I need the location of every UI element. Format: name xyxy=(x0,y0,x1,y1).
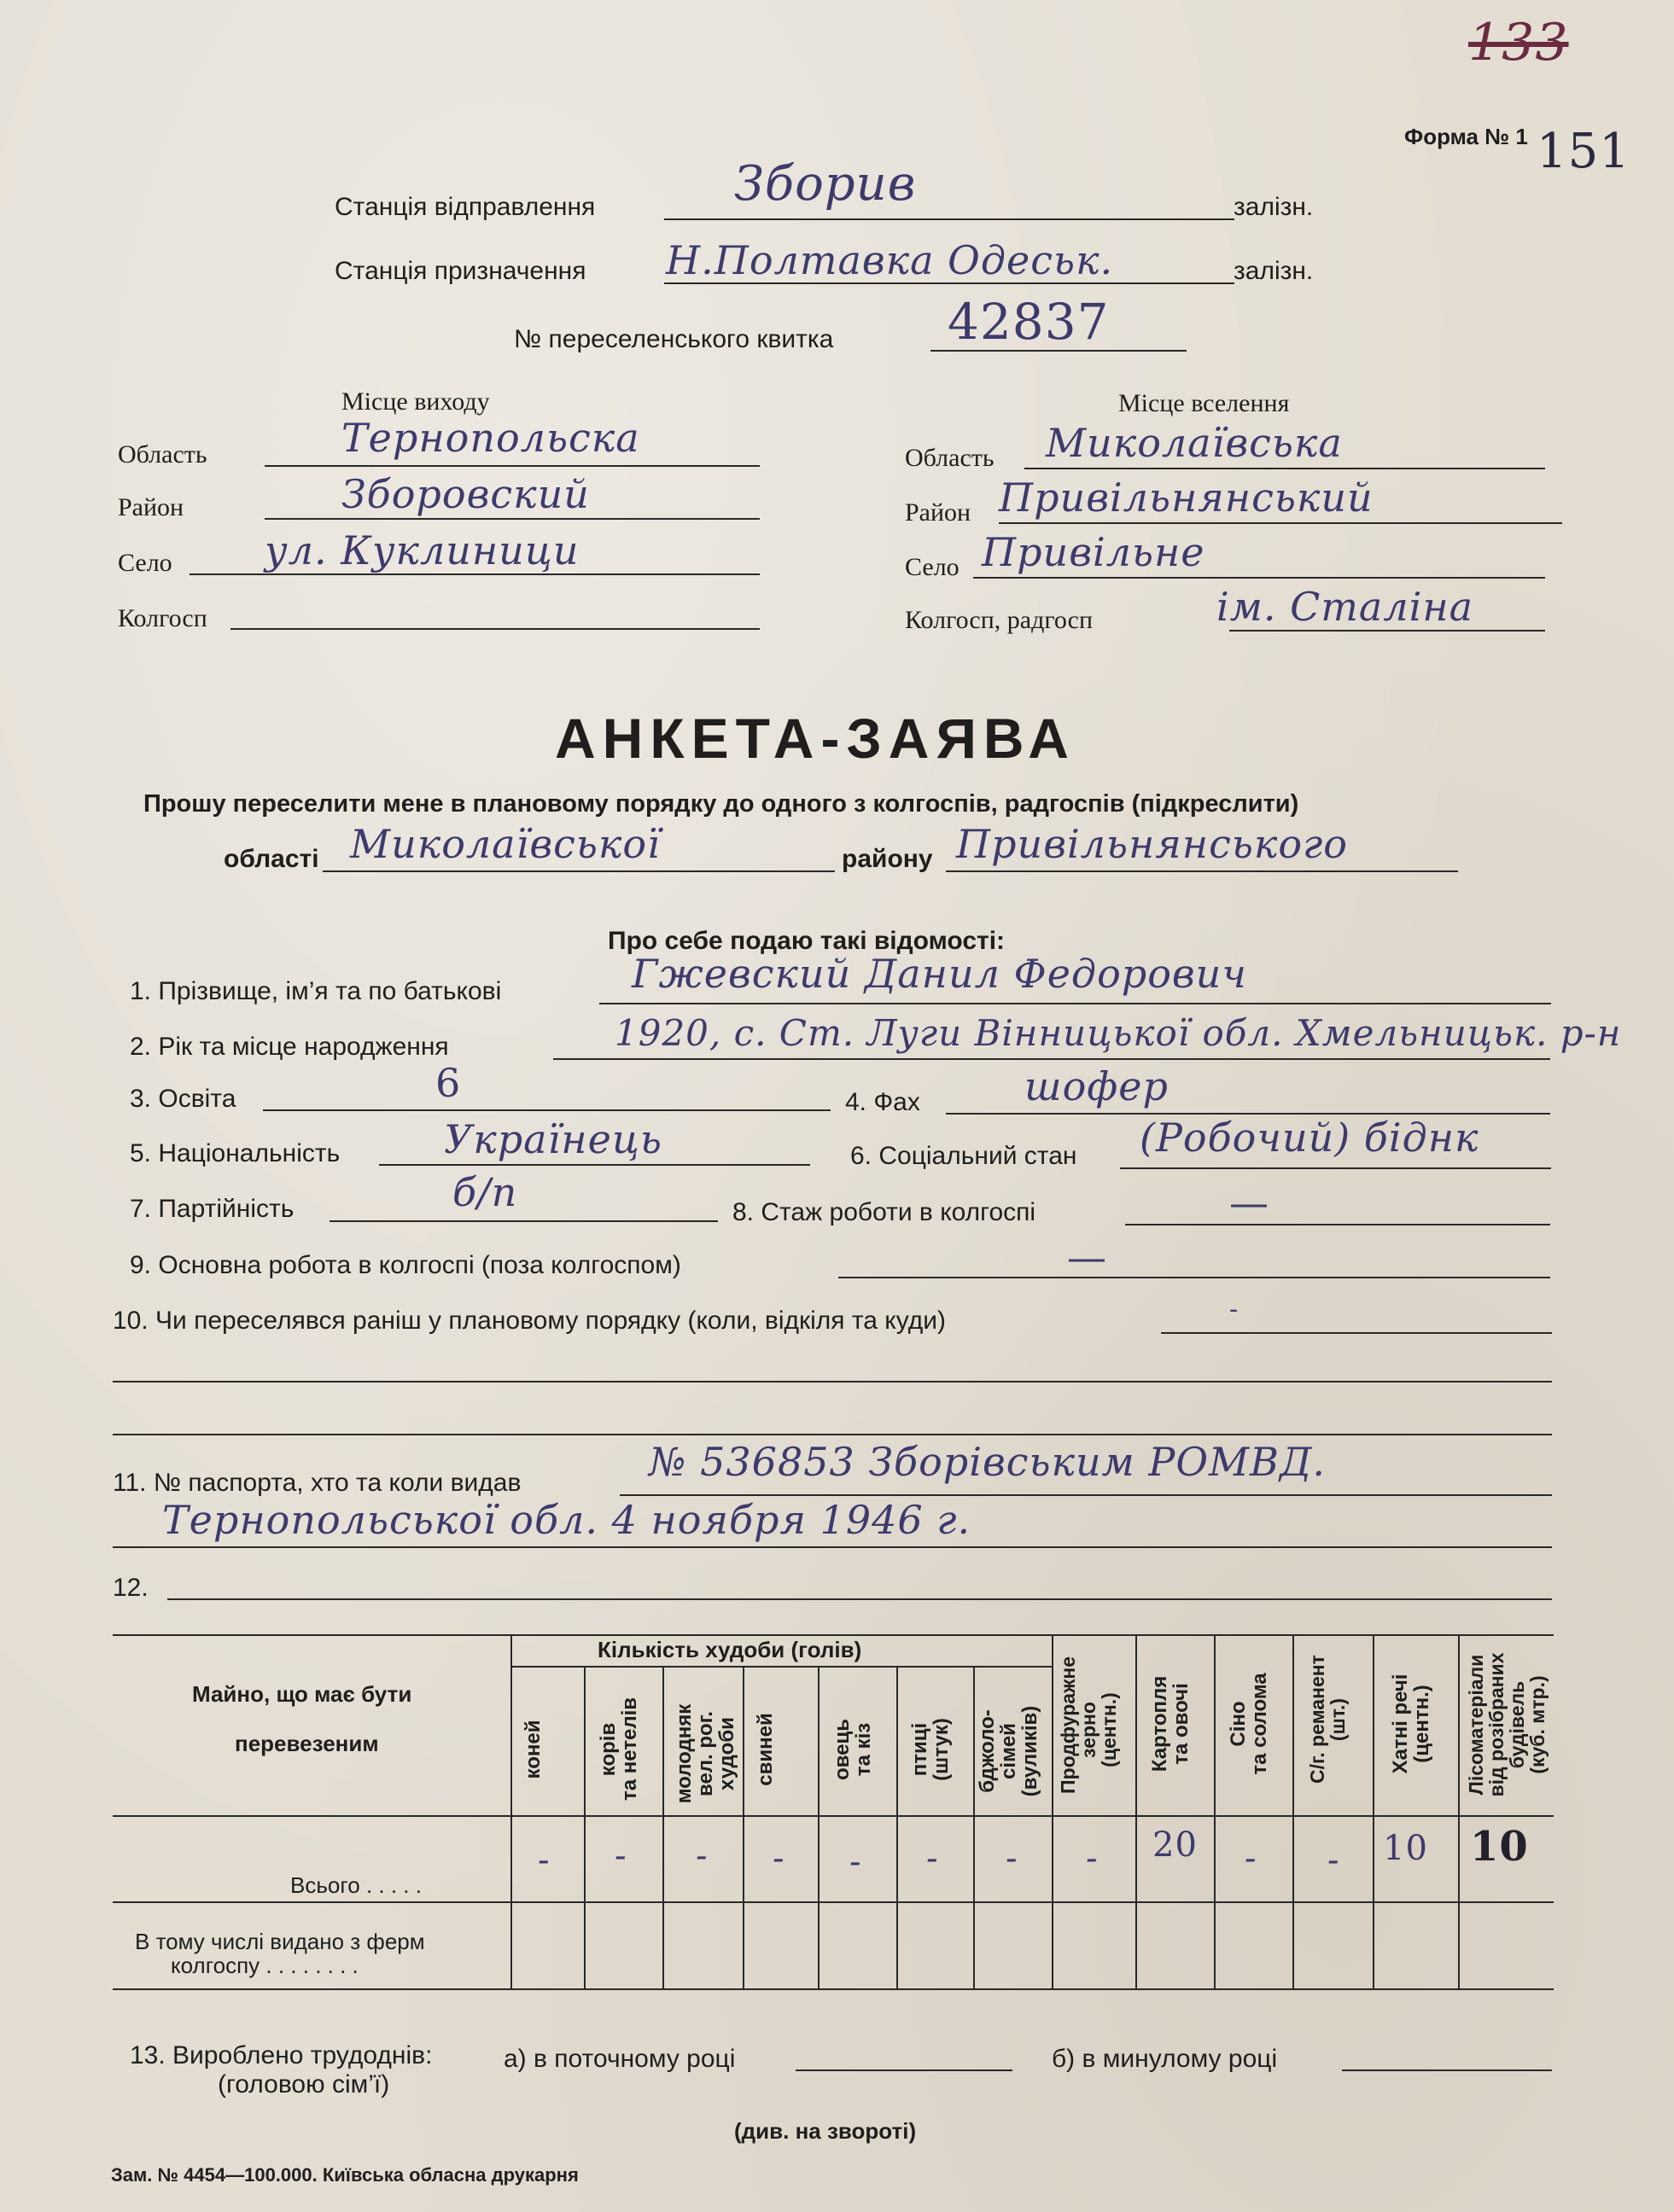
col-header-young-cattle: молодняк вел. рог. худоби xyxy=(673,1703,739,1804)
see-back-note: (див. на звороті) xyxy=(734,2118,917,2144)
field-8-value: — xyxy=(1229,1179,1269,1225)
origin-selo-line xyxy=(190,573,760,575)
field-5-label: 5. Національність xyxy=(130,1139,341,1167)
field-6-value: (Робочий) біднк xyxy=(1140,1115,1479,1161)
field-9-label: 9. Основна робота в колгоспі (поза колгоспом) xyxy=(130,1251,681,1279)
total-timber: 10 xyxy=(1470,1823,1529,1871)
destination-kolhosp-label: Колгосп, радгосп xyxy=(905,606,1094,634)
current-year-line xyxy=(796,2069,1012,2071)
field-6-label: 6. Соціальний стан xyxy=(850,1142,1077,1170)
info-intro: Про себе подаю такі відомості: xyxy=(608,927,1006,955)
field-5-line xyxy=(379,1164,810,1166)
origin-oblast-line xyxy=(265,465,760,467)
printer-info: Зам. № 4454—100.000. Київська обласна друкарня xyxy=(111,2164,579,2186)
field-5-value: Українець xyxy=(444,1116,662,1162)
field-11-value: № 536853 Зборівським РОМВД. xyxy=(649,1439,1326,1485)
field-11-label: 11. № паспорта, хто та коли видав xyxy=(113,1469,522,1497)
col-header-timber: Лісоматеріали від розібраних будівель (куб. мтр.) xyxy=(1465,1652,1549,1797)
field-1-value: Гжевский Данил Федорович xyxy=(632,951,1247,997)
field-10-line-3 xyxy=(113,1434,1552,1435)
current-year-label: а) в поточному році xyxy=(504,2045,736,2073)
field-13-label: 13. Вироблено трудоднів: xyxy=(130,2041,433,2069)
last-year-label: б) в минулому році xyxy=(1052,2045,1278,2073)
col-header-pigs: свиней xyxy=(754,1713,777,1786)
field-10-label: 10. Чи переселявся раніш у плановому порядку (коли, відкіля та куди) xyxy=(113,1307,947,1335)
field-11-line xyxy=(620,1494,1552,1496)
total-poultry: - xyxy=(926,1839,939,1878)
total-beehives: - xyxy=(1006,1839,1018,1878)
request-line: Прошу переселити мене в плановому порядку до одного з колгоспів, радгоспів (підкреслити) xyxy=(143,790,1299,818)
destination-oblast-value: Миколаївська xyxy=(1046,420,1343,466)
field-3-label: 3. Освіта xyxy=(130,1085,236,1113)
destination-selo-label: Село xyxy=(905,553,959,581)
ticket-value: 42837 xyxy=(948,293,1110,351)
col-header-beehives: бджоло- сімей (вуликів) xyxy=(976,1705,1042,1797)
destination-raion-label: Район xyxy=(905,498,971,527)
origin-raion-line xyxy=(265,518,760,520)
destination-station-value: Н.Полтавка Одеськ. xyxy=(666,237,1114,283)
request-raion-label: району xyxy=(842,845,933,873)
col-header-horses: коней xyxy=(522,1720,545,1779)
field-9-line xyxy=(838,1277,1550,1278)
field-8-label: 8. Стаж роботи в колгоспі xyxy=(732,1198,1036,1226)
field-1-line xyxy=(599,1003,1551,1004)
row-total-label: Всього . . . . . xyxy=(290,1872,422,1898)
request-raion-line xyxy=(946,870,1458,872)
departure-line xyxy=(664,218,1234,220)
origin-kolhosp-line xyxy=(230,628,760,630)
destination-kolhosp-line xyxy=(1229,630,1545,632)
railway-suffix-2: залізн. xyxy=(1234,257,1314,285)
destination-station-label: Станція призначення xyxy=(335,257,586,285)
total-pigs: - xyxy=(773,1839,785,1878)
destination-selo-line xyxy=(973,577,1545,579)
field-8-line xyxy=(1125,1224,1550,1225)
destination-oblast-line xyxy=(1024,468,1545,469)
table-property-header-2: перевезеним xyxy=(235,1731,379,1756)
form-number: Форма № 1 xyxy=(1404,124,1528,149)
total-hay: - xyxy=(1245,1839,1257,1878)
destination-raion-line xyxy=(999,522,1562,524)
col-header-poultry: птиці (штук) xyxy=(908,1718,954,1781)
field-12-label: 12. xyxy=(113,1574,149,1602)
destination-selo-value: Привільне xyxy=(982,529,1205,575)
total-sheep: - xyxy=(849,1842,862,1882)
field-7-line xyxy=(330,1220,718,1222)
origin-oblast-value: Тернопольска xyxy=(341,415,640,461)
destination-raion-value: Привільнянський xyxy=(999,474,1374,521)
form-title: АНКЕТА-ЗАЯВА xyxy=(555,707,1076,770)
total-horses: - xyxy=(538,1841,551,1880)
destination-oblast-label: Область xyxy=(905,444,994,472)
col-header-household: Хатні речі (центн.) xyxy=(1389,1674,1434,1774)
field-9-value: — xyxy=(1067,1234,1107,1280)
row-farm-label-2: колгоспу . . . . . . . . xyxy=(171,1953,359,1978)
origin-kolhosp-label: Колгосп xyxy=(118,604,207,632)
table-livestock-group: Кількість худоби (голів) xyxy=(598,1637,862,1662)
departure-value: Зборив xyxy=(734,156,917,212)
destination-heading: Місце вселення xyxy=(1118,389,1290,417)
field-7-value: б/п xyxy=(452,1169,518,1215)
archive-number: 133 xyxy=(1468,13,1569,73)
field-2-line xyxy=(553,1058,1550,1060)
field-10-value: - xyxy=(1229,1295,1239,1324)
field-4-label: 4. Фах xyxy=(845,1088,920,1116)
col-header-cows: корів та нетелів xyxy=(597,1697,642,1801)
field-13-sub: (головою сім’ї) xyxy=(218,2070,390,2098)
last-year-line xyxy=(1342,2069,1552,2071)
field-12-line xyxy=(167,1598,1552,1600)
railway-suffix-1: залізн. xyxy=(1234,193,1314,221)
field-10-line-2 xyxy=(113,1381,1552,1382)
origin-heading: Місце виходу xyxy=(341,387,490,416)
col-header-grain: Продфуражне зерно (центн.) xyxy=(1057,1656,1121,1794)
field-2-label: 2. Рік та місце народження xyxy=(130,1033,449,1061)
table-property-header-1: Майно, що має бути xyxy=(192,1681,412,1707)
col-header-potatoes: Картопля та овочі xyxy=(1148,1675,1193,1773)
field-10-line xyxy=(1161,1332,1552,1334)
origin-raion-label: Район xyxy=(118,493,184,521)
field-4-value: шофер xyxy=(1024,1063,1169,1109)
origin-oblast-label: Область xyxy=(118,440,207,469)
field-7-label: 7. Партійність xyxy=(130,1195,295,1223)
total-grain: - xyxy=(1086,1839,1099,1878)
ticket-label: № переселенського квитка xyxy=(514,325,834,353)
request-raion-value: Привільнянського xyxy=(956,821,1348,867)
field-3-line xyxy=(263,1109,831,1111)
destination-kolhosp-value: ім. Сталіна xyxy=(1216,584,1474,630)
origin-selo-label: Село xyxy=(118,549,172,577)
row-farm-label-1: В тому числі видано з ферм xyxy=(135,1929,425,1954)
total-young-cattle: - xyxy=(696,1837,709,1876)
field-11-value-2: Тернопольської обл. 4 ноября 1946 г. xyxy=(162,1497,971,1543)
col-header-equipment: С/г. реманент (шт.) xyxy=(1306,1655,1350,1784)
departure-label: Станція відправлення xyxy=(335,193,596,221)
request-oblast-value: Миколаївської xyxy=(350,821,661,867)
request-oblast-label: області xyxy=(224,845,319,873)
field-2-value: 1920, с. Ст. Луги Вінницької обл. Хмельницьк. р-н xyxy=(615,1012,1622,1054)
field-1-label: 1. Прізвище, ім’я та по батькові xyxy=(130,977,502,1005)
total-cows: - xyxy=(615,1837,627,1876)
field-3-value: 6 xyxy=(435,1060,462,1106)
field-11-line-2 xyxy=(113,1546,1552,1548)
col-header-sheep: овець та кіз xyxy=(831,1719,876,1780)
origin-selo-value: ул. Куклиници xyxy=(265,527,580,573)
request-oblast-line xyxy=(323,870,835,872)
total-household: 10 xyxy=(1383,1829,1428,1868)
total-potatoes: 20 xyxy=(1152,1825,1198,1865)
total-equipment: - xyxy=(1327,1841,1340,1880)
origin-raion-value: Зборовский xyxy=(341,471,590,517)
field-6-line xyxy=(1120,1167,1551,1169)
sheet-number: 151 xyxy=(1537,124,1630,179)
col-header-hay: Сіно та солома xyxy=(1227,1673,1272,1775)
